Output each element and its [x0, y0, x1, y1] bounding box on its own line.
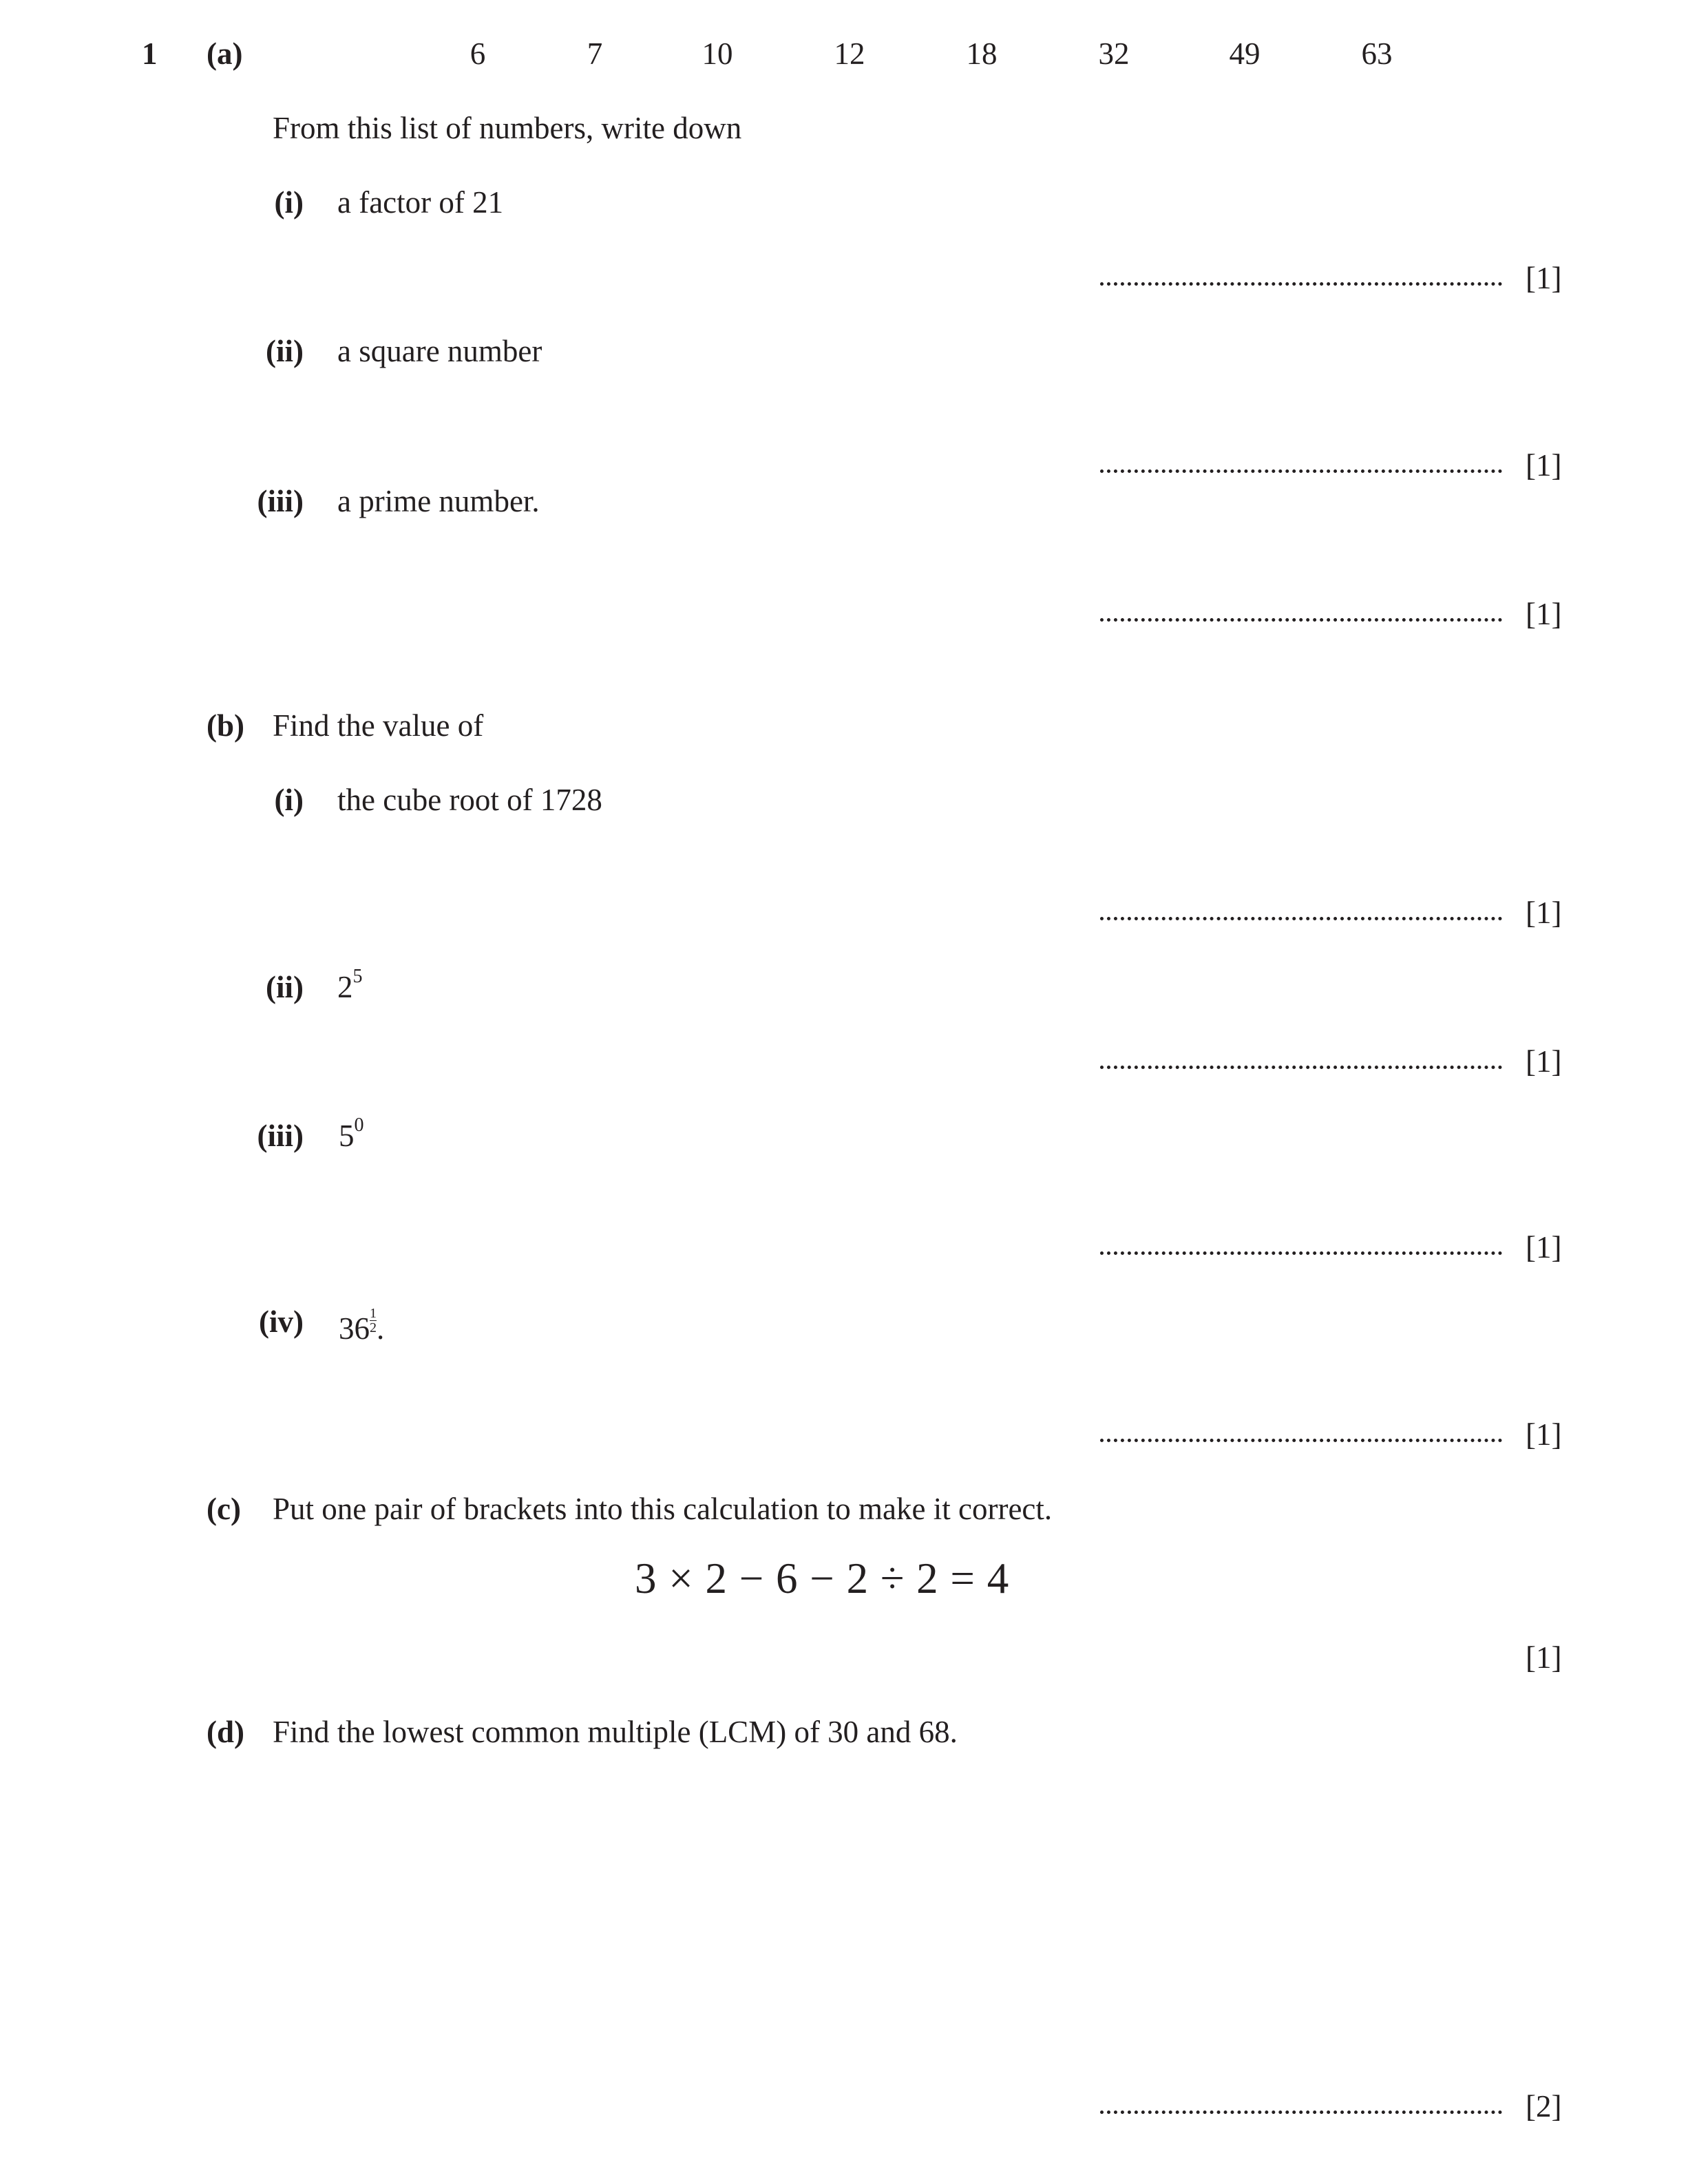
subpart-text: a factor of 21 [337, 185, 504, 220]
subpart-label: (ii) [266, 970, 304, 1004]
power-exponent: 0 [354, 1114, 364, 1136]
answer-line[interactable] [1100, 1251, 1502, 1255]
answer-line[interactable] [1100, 1439, 1502, 1442]
answer-line[interactable] [1100, 469, 1502, 473]
mark-allocation: [1] [1526, 1230, 1562, 1265]
power-base: 2 [337, 970, 353, 1004]
subpart-label: (i) [274, 185, 304, 220]
subpart-text: a square number [337, 334, 542, 368]
power-expression [339, 1307, 384, 1344]
list-number: 12 [834, 36, 865, 71]
mark-allocation: [2] [1526, 2089, 1562, 2124]
question-number: 1 [142, 36, 158, 71]
list-number: 49 [1229, 36, 1261, 71]
power-expression [337, 966, 363, 1004]
list-number: 32 [1098, 36, 1130, 71]
fraction-denominator: 2 [370, 1320, 377, 1335]
mark-allocation: [1] [1526, 261, 1562, 295]
list-number: 18 [966, 36, 998, 71]
part-a-intro: From this list of numbers, write down [273, 111, 742, 145]
part-c-label: (c) [207, 1492, 241, 1526]
answer-line[interactable] [1100, 282, 1502, 286]
part-a-label: (a) [207, 36, 243, 71]
answer-line[interactable] [1100, 917, 1502, 920]
part-d-label: (d) [207, 1715, 244, 1749]
power-expression [339, 1114, 364, 1153]
part-b-intro: Find the value of [273, 708, 484, 743]
expression-suffix: . [377, 1311, 385, 1346]
answer-line[interactable] [1100, 1066, 1502, 1069]
list-number: 6 [470, 36, 486, 71]
part-c-text: Put one pair of brackets into this calculation to make it correct. [273, 1492, 1053, 1526]
subpart-text: a prime number. [337, 484, 540, 518]
mark-allocation: [1] [1526, 597, 1562, 631]
subpart-text: the cube root of 1728 [337, 783, 602, 817]
mark-allocation: [1] [1526, 1417, 1562, 1452]
power-exponent: 5 [352, 966, 363, 987]
subpart-label: (iv) [259, 1304, 304, 1339]
mark-allocation: [1] [1526, 1640, 1562, 1675]
fraction-numerator: 1 [370, 1306, 377, 1321]
mark-allocation: [1] [1526, 448, 1562, 483]
mark-allocation: [1] [1526, 1044, 1562, 1079]
power-base: 5 [339, 1119, 355, 1153]
list-number: 63 [1361, 36, 1393, 71]
answer-line[interactable] [1100, 2111, 1502, 2114]
subpart-label: (iii) [257, 1119, 304, 1153]
calculation-equation: 3 × 2 − 6 − 2 ÷ 2 = 4 [635, 1554, 1010, 1602]
part-b-label: (b) [207, 708, 244, 743]
mark-allocation: [1] [1526, 896, 1562, 930]
fraction-exponent [370, 1307, 377, 1335]
subpart-label: (ii) [266, 334, 304, 368]
subpart-label: (i) [274, 783, 304, 817]
part-d-text: Find the lowest common multiple (LCM) of 30 and 68. [273, 1715, 958, 1749]
list-number: 7 [587, 36, 603, 71]
list-number: 10 [702, 36, 733, 71]
power-base: 36 [339, 1311, 370, 1346]
answer-line[interactable] [1100, 618, 1502, 622]
subpart-label: (iii) [257, 484, 304, 518]
